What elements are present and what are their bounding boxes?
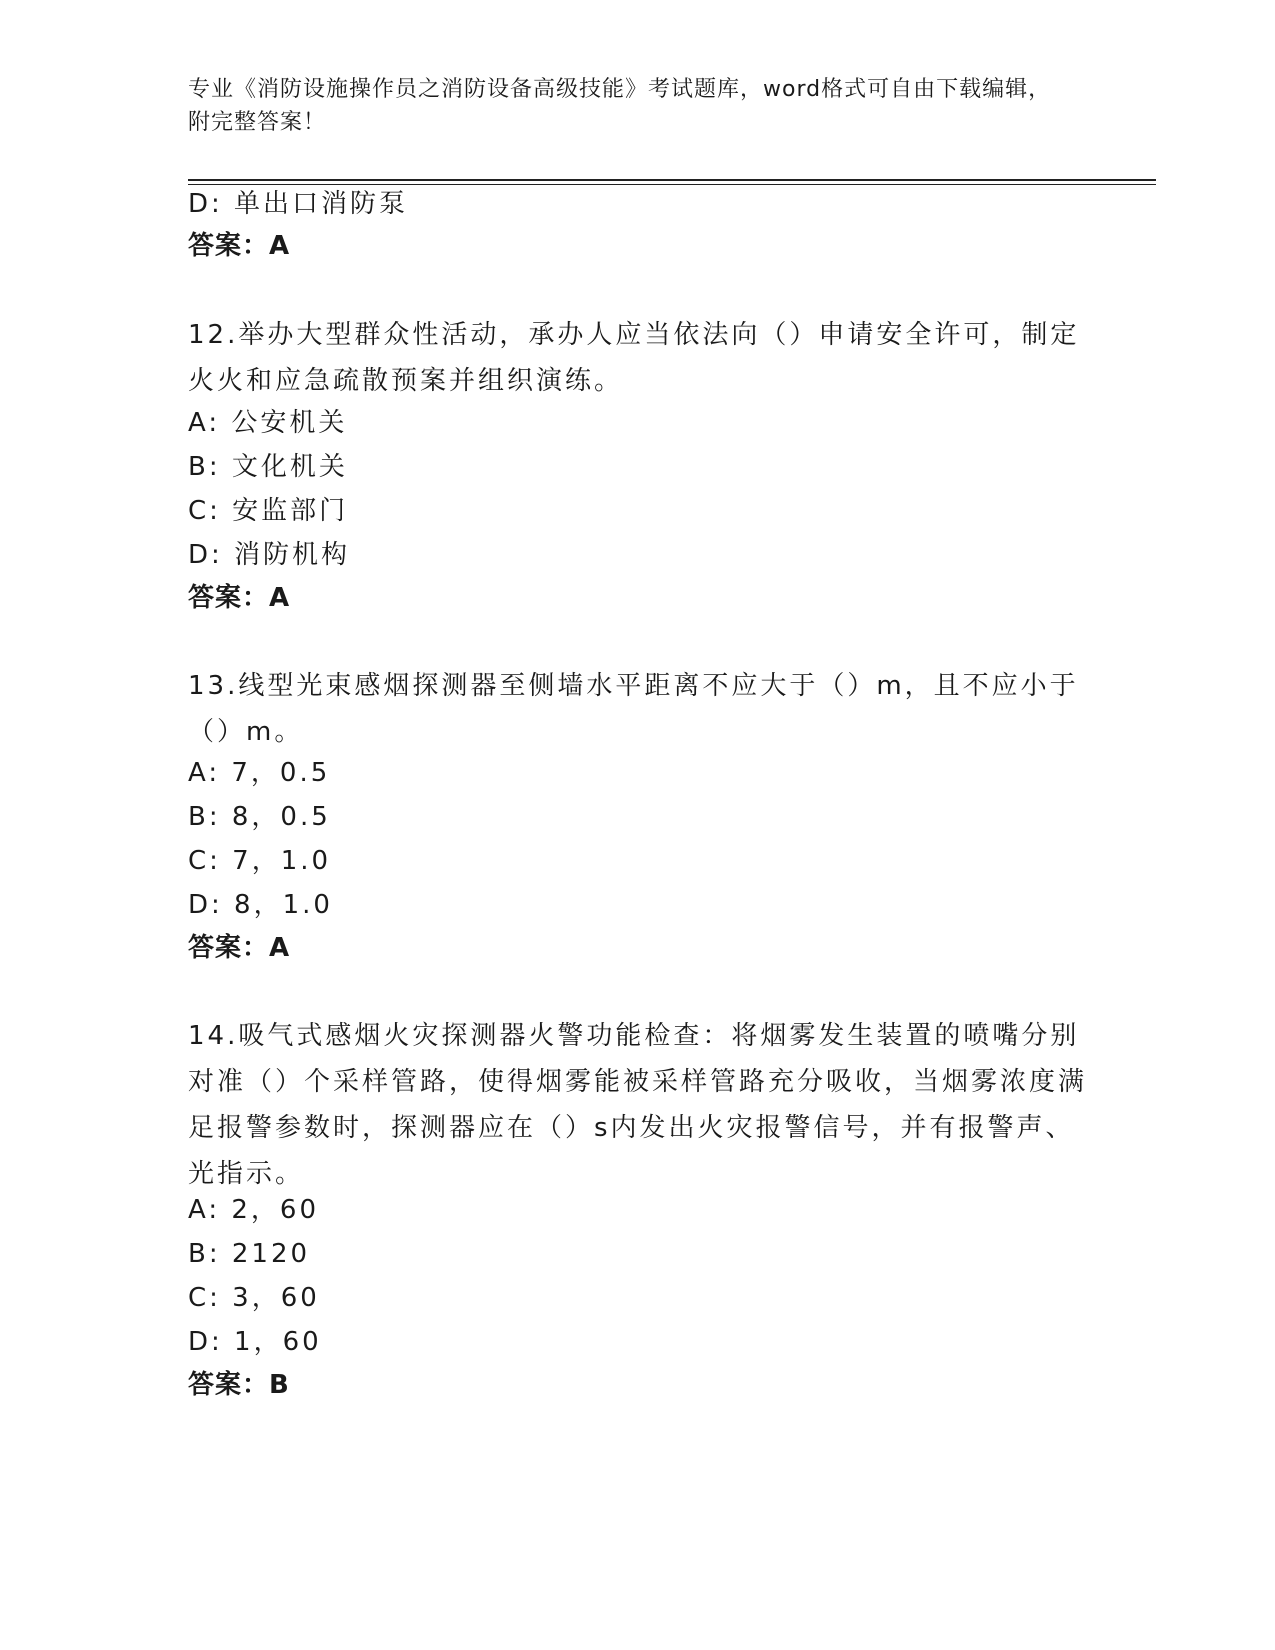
header-divider-thick bbox=[188, 179, 1156, 181]
prev-answer: 答案：A bbox=[188, 231, 291, 261]
question-13-stem: 13.线型光束感烟探测器至侧墙水平距离不应大于（）m，且不应小于（）m。 bbox=[188, 671, 1079, 747]
question-12-answer: 答案：A bbox=[188, 583, 291, 613]
question-12-stem: 12.举办大型群众性活动，承办人应当依法向（）申请安全许可，制定火火和应急疏散预案并组织演练。 bbox=[188, 320, 1080, 396]
question-14-answer: 答案：B bbox=[188, 1370, 290, 1400]
question-13-answer: 答案：A bbox=[188, 933, 291, 963]
question-12-option-b: B: 文化机关 bbox=[188, 452, 348, 482]
question-12-option-d: D: 消防机构 bbox=[188, 540, 351, 570]
question-13-option-a: A: 7，0.5 bbox=[188, 758, 331, 788]
question-13-option-d: D: 8，1.0 bbox=[188, 890, 333, 920]
header-divider-thin bbox=[188, 184, 1156, 185]
question-12-option-c: C: 安监部门 bbox=[188, 496, 349, 526]
document-header: 专业《消防设施操作员之消防设备高级技能》考试题库，word格式可自由下载编辑，附完整答案！ bbox=[188, 77, 1052, 135]
question-14-option-a: A: 2，60 bbox=[188, 1195, 319, 1225]
question-12-option-a: A: 公安机关 bbox=[188, 408, 348, 438]
question-14-option-d: D: 1，60 bbox=[188, 1327, 322, 1357]
prev-option-d: D: 单出口消防泵 bbox=[188, 189, 409, 219]
question-14-option-b: B: 2120 bbox=[188, 1239, 311, 1269]
question-13-option-c: C: 7，1.0 bbox=[188, 846, 332, 876]
question-14-option-c: C: 3，60 bbox=[188, 1283, 320, 1313]
question-14-stem: 14.吸气式感烟火灾探测器火警功能检查：将烟雾发生装置的喷嘴分别对准（）个采样管路，使得烟雾能被采样管路充分吸收，当烟雾浓度满足报警参数时，探测器应在（）s内发出火灾报警信号，并有报警声、光指示。 bbox=[188, 1021, 1088, 1189]
question-13-option-b: B: 8，0.5 bbox=[188, 802, 331, 832]
